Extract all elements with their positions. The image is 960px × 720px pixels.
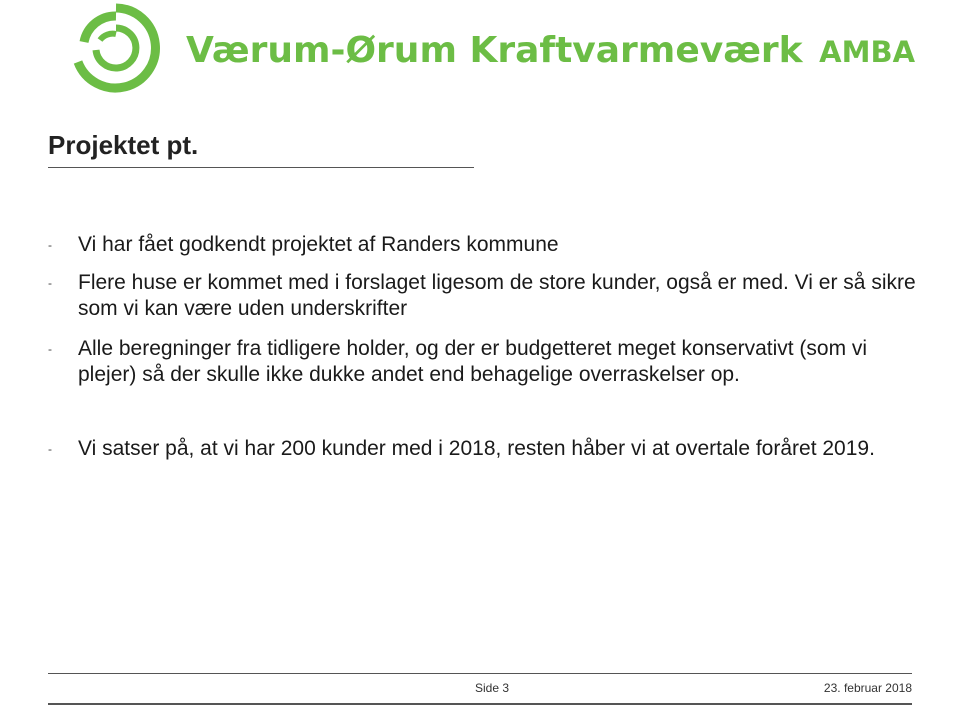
title-underline — [48, 167, 474, 168]
company-name-main: Værum-Ørum Kraftvarmeværk — [186, 30, 803, 71]
bullet-marker: - — [48, 342, 52, 356]
footer-divider-bottom — [48, 703, 912, 705]
bullet-text: Alle beregninger fra tidligere holder, og der er budgetteret meget konservativt (som vi plejer) så der skulle ikke dukke andet end behagelige overraskelser op. — [78, 337, 868, 386]
bullet-list — [48, 232, 918, 462]
bullet-item — [48, 336, 918, 388]
bullet-item — [48, 270, 918, 322]
footer-date: 23. februar 2018 — [823, 681, 912, 695]
bullet-marker: - — [48, 276, 52, 290]
bullet-marker: - — [48, 238, 52, 252]
bullet-item — [48, 436, 918, 462]
green-spiral-logo-icon — [62, 2, 170, 94]
slide-title: Projektet pt. — [48, 130, 199, 160]
bullet-text: Vi har fået godkendt projektet af Randers kommune — [78, 233, 559, 256]
company-name — [186, 28, 916, 75]
bullet-text: Flere huse er kommet med i forslaget ligesom de store kunder, også er med. Vi er så sikre som vi kan være uden underskrifter — [78, 271, 916, 320]
footer-divider-top — [48, 673, 912, 674]
page-number: Side 3 — [475, 681, 510, 695]
bullet-marker: - — [48, 442, 52, 456]
company-name-suffix: AMBA — [819, 35, 916, 69]
bullet-text: Vi satser på, at vi har 200 kunder med i 2018, resten håber vi at overtale foråret 2019. — [78, 437, 875, 460]
bullet-item — [48, 232, 918, 258]
